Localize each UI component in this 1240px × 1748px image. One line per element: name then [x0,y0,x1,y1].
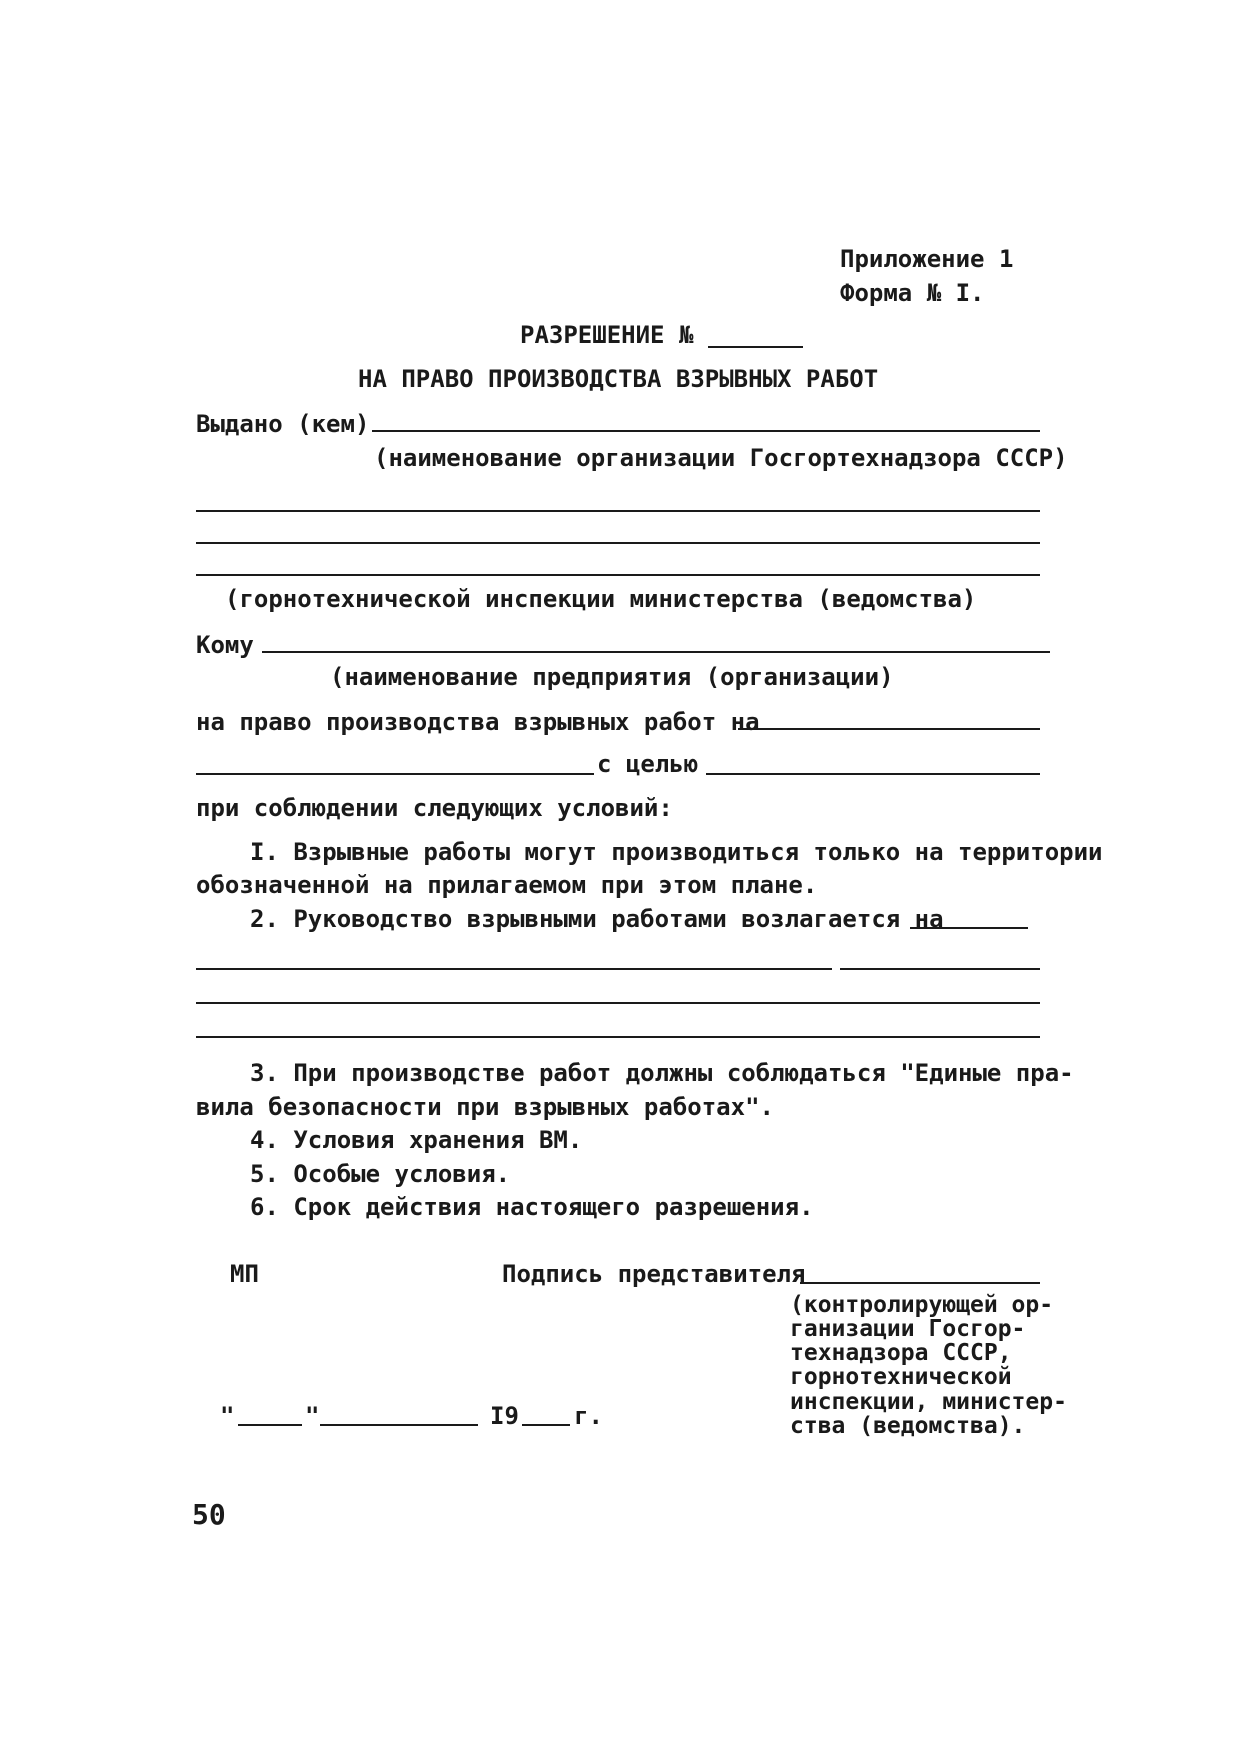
condition-2: 2. Руководство взрывными работами возлагается на [250,905,944,933]
right-object-field-2[interactable] [196,773,594,775]
condition-5: 5. Особые условия. [250,1160,511,1188]
date-year-prefix: I9 [490,1402,519,1430]
permit-subtitle: НА ПРАВО ПРОИЗВОДСТВА ВЗРЫВНЫХ РАБОТ [358,365,879,393]
signature-note-line: технадзора СССР, [790,1340,1012,1367]
supervisor-line-2b[interactable] [840,968,1040,970]
issued-by-line-2[interactable] [196,510,1040,512]
issued-by-field[interactable] [372,430,1040,432]
signature-note [790,1293,1067,1438]
signature-note-line: (контролирующей ор- [790,1292,1054,1318]
date-month-field[interactable] [320,1424,478,1426]
signature-note-line: ганизации Госгор- [790,1316,1026,1343]
right-label: на право производства взрывных работ на [196,708,760,736]
form-number: Форма № I. [840,279,985,307]
condition-3-line-2: вила безопасности при взрывных работах". [196,1093,774,1121]
recipient-field[interactable] [262,651,1050,653]
permit-title: РАЗРЕШЕНИЕ № [520,321,694,349]
date-day-field[interactable] [238,1424,302,1426]
permit-number-field[interactable] [708,346,803,348]
condition-1-line-1: I. Взрывные работы могут производиться только на территории [250,838,1103,866]
supervisor-field[interactable] [910,927,1028,929]
recipient-caption: (наименование предприятия (организации) [330,663,894,691]
date-quote-close: " [305,1402,320,1430]
issued-by-caption: (наименование организации Госгортехнадзора СССР) [374,444,1068,472]
date-quote-open: " [220,1402,235,1430]
issued-by-label: Выдано (кем) [196,410,370,438]
issued-by-line-4[interactable] [196,574,1040,576]
supervisor-line-3[interactable] [196,1002,1040,1004]
issued-by-caption-2: (горнотехнической инспекции министерства (ведомства) [225,585,977,613]
signature-note-line: инспекции, министер- [790,1388,1067,1415]
supervisor-line-2[interactable] [196,968,832,970]
issued-by-line-3[interactable] [196,542,1040,544]
date-year-field[interactable] [522,1424,570,1426]
condition-1-line-2: обозначенной на прилагаемом при этом плане. [196,871,818,899]
condition-3-line-1: 3. При производстве работ должны соблюдаться "Единые пра- [250,1059,1074,1087]
right-object-field[interactable] [738,728,1040,730]
supervisor-line-4[interactable] [196,1036,1040,1038]
signature-note-line: ства (ведомства). [790,1412,1026,1439]
condition-6: 6. Срок действия настоящего разрешения. [250,1193,814,1221]
stamp-label: МП [230,1260,259,1288]
purpose-field[interactable] [706,773,1040,775]
appendix-label: Приложение 1 [840,245,1014,273]
condition-4: 4. Условия хранения ВМ. [250,1126,583,1154]
signature-note-line: горнотехнической [790,1364,1012,1391]
signature-label: Подпись представителя [502,1260,806,1288]
date-year-suffix: г. [574,1402,603,1430]
purpose-label: с целью [597,750,699,778]
recipient-label: Кому [196,631,254,659]
conditions-intro: при соблюдении следующих условий: [196,794,673,822]
signature-field[interactable] [800,1282,1040,1284]
page-number: 50 [192,1498,226,1531]
